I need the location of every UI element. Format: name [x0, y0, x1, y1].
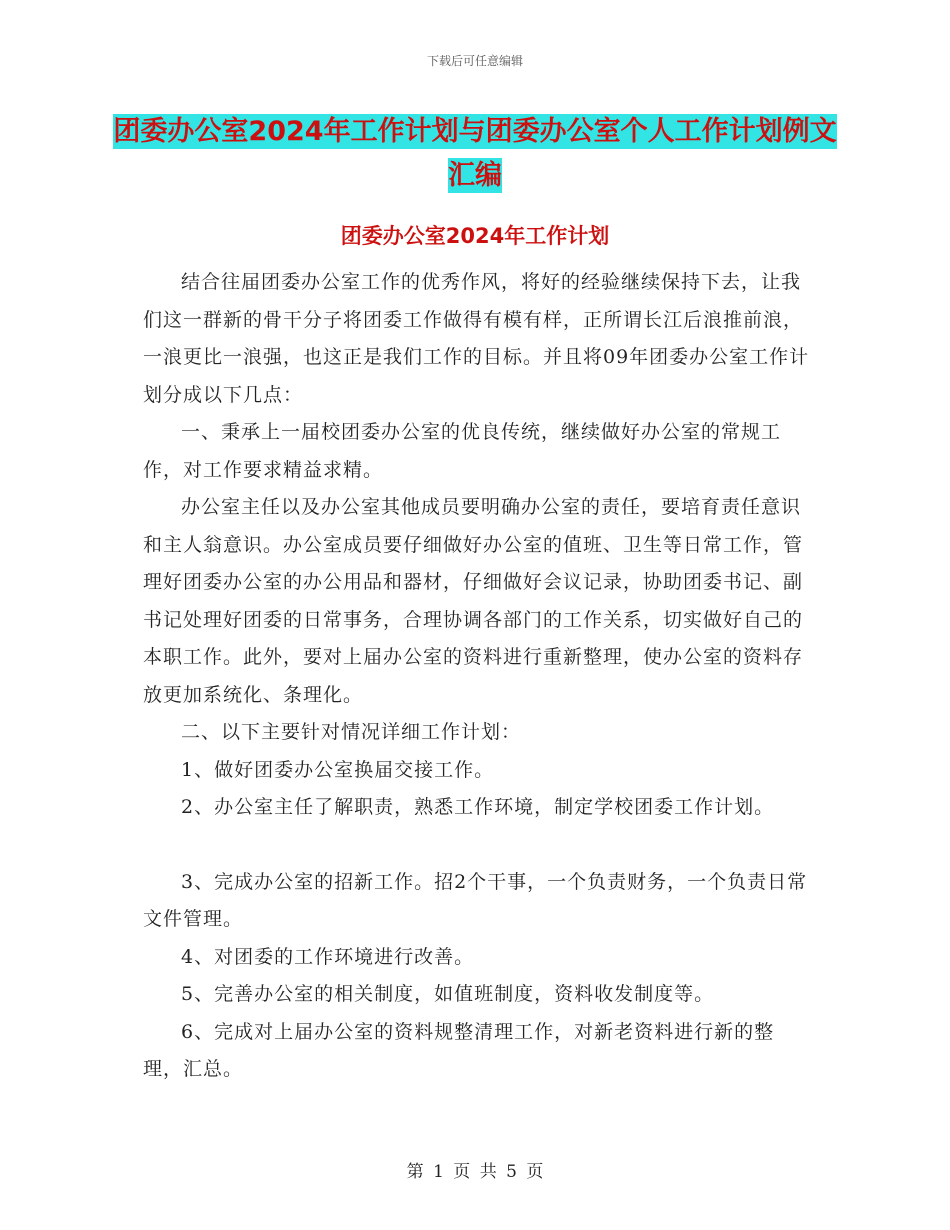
paragraph-intro: 结合往届团委办公室工作的优秀作风，将好的经验继续保持下去，让我们这一群新的骨干分子将团委工作做得有模有样，正所谓长江后浪推前浪，一浪更比一浪强，也这正是我们工作的目标。并且将09年团委办公室工作计划分成以下几点：: [143, 271, 810, 406]
document-body: [143, 264, 813, 1089]
list-item-6: 6、完成对上届办公室的资料规整清理工作，对新老资料进行新的整理，汇总。: [143, 1020, 775, 1080]
paragraph-point-one: 一、秉承上一届校团委办公室的优良传统，继续做好办公室的常规工作，对工作要求精益求精。: [143, 421, 782, 481]
paragraph-point-two: 二、以下主要针对情况详细工作计划：: [181, 721, 522, 743]
document-title-text: 团委办公室2024年工作计划与团委办公室个人工作计划例文汇编: [113, 116, 837, 191]
list-item-1: 1、做好团委办公室换届交接工作。: [181, 758, 495, 781]
document-title: [100, 110, 850, 198]
list-item-4: 4、对团委的工作环境进行改善。: [181, 945, 475, 968]
page-footer: 第 1 页 共 5 页: [406, 1162, 544, 1182]
list-item-2: 2、办公室主任了解职责，熟悉工作环境，制定学校团委工作计划。: [181, 796, 775, 818]
list-item-3: 3、完成办公室的招新工作。招2个干事，一个负责财务，一个负责日常文件管理。: [143, 870, 808, 930]
section-title: 团委办公室2024年工作计划: [340, 224, 610, 248]
paragraph-office-duties: 办公室主任以及办公室其他成员要明确办公室的责任，要培育责任意识和主人翁意识。办公室成员要仔细做好办公室的值班、卫生等日常工作，管理好团委办公室的办公用品和器材，仔细做好会议记录，协助团委书记、副书记处理好团委的日常事务，合理协调各部门的工作关系，切实做好自己的本职工作。此外，要对上届办公室的资料进行重新整理，使办公室的资料存放更加系统化、条理化。: [143, 496, 804, 706]
list-item-5: 5、完善办公室的相关制度，如值班制度，资料收发制度等。: [181, 983, 715, 1005]
header-note: 下载后可任意编辑: [426, 54, 523, 68]
